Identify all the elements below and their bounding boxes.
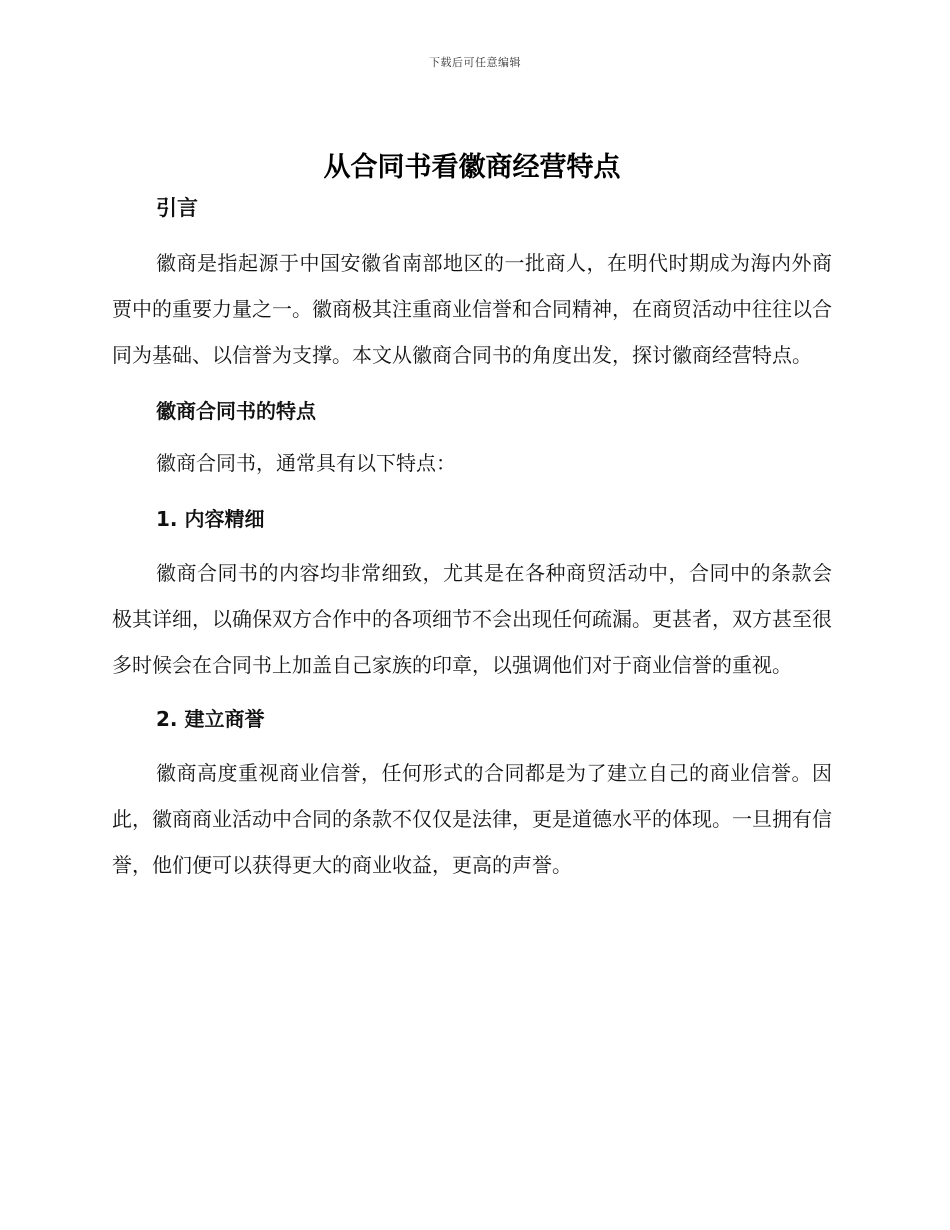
feature-2-paragraph: 徽商高度重视商业信誉，任何形式的合同都是为了建立自己的商业信誉。因此，徽商商业活动中合同的条款不仅仅是法律，更是道德水平的体现。一旦拥有信誉，他们便可以获得更大的商业收益，更高的声誉。 [112,761,832,877]
intro-heading: 引言 [156,196,198,220]
features-paragraph: 徽商合同书，通常具有以下特点： [156,451,456,475]
header-note: 下载后可任意编辑 [429,56,521,69]
intro-paragraph: 徽商是指起源于中国安徽省南部地区的一批商人，在明代时期成为海内外商贾中的重要力量之一。徽商极其注重商业信誉和合同精神，在商贸活动中往往以合同为基础、以信誉为支撑。本文从徽商合同书的角度出发，探讨徽商经营特点。 [112,251,832,367]
feature-1-heading: 1. 内容精细 [156,507,265,531]
document-body [112,146,832,888]
document-title: 从合同书看徽商经营特点 [323,152,621,183]
feature-1-paragraph: 徽商合同书的内容均非常细致，尤其是在各种商贸活动中，合同中的条款会极其详细，以确保双方合作中的各项细节不会出现任何疏漏。更甚者，双方甚至很多时候会在合同书上加盖自己家族的印章，以强调他们对于商业信誉的重视。 [112,561,832,677]
features-heading: 徽商合同书的特点 [156,399,316,423]
feature-2-heading: 2. 建立商誉 [156,707,265,731]
